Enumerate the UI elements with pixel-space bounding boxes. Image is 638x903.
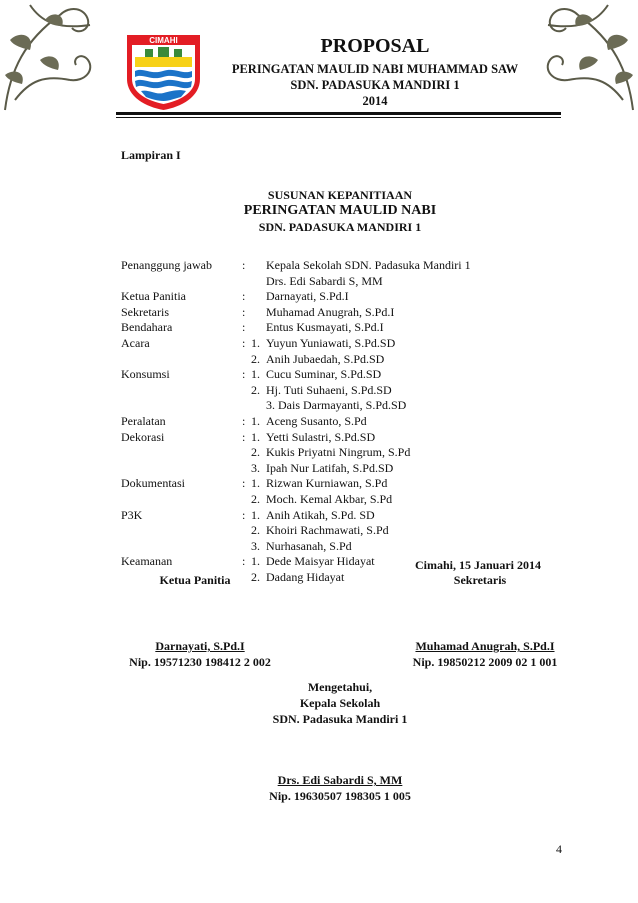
committee-colon: : [242, 320, 246, 335]
committee-colon: : [242, 429, 246, 444]
committee-number: 1. [251, 367, 260, 382]
section-title-3: SDN. PADASUKA MANDIRI 1 [258, 220, 422, 234]
committee-number: 2. [251, 570, 260, 584]
lampiran-label: Lampiran I [121, 148, 181, 162]
committee-colon: : [242, 258, 246, 272]
principal-name: Drs. Edi Sabardi S, MM [277, 773, 403, 787]
left-signatory-name: Darnayati, S.Pd.I [155, 639, 245, 653]
committee-number: 3. [251, 460, 260, 475]
committee-member: Nurhasanah, S.Pd [266, 538, 352, 553]
committee-number: 2. [251, 351, 260, 366]
committee-colon: : [242, 336, 246, 350]
committee-member: Darnayati, S.Pd.I [266, 289, 349, 304]
logo-text: CIMAHI [149, 36, 178, 45]
committee-number: 1. [251, 476, 260, 491]
committee-member: Aceng Susanto, S.Pd [266, 414, 367, 428]
committee-number: 3. [251, 538, 260, 553]
acknowledged-label: Mengetahui, [307, 680, 373, 694]
committee-member: 3. Dais Darmayanti, S.Pd.SD [266, 398, 407, 413]
committee-role: Penanggung jawab [121, 258, 212, 272]
left-signatory-nip: Nip. 19571230 198412 2 002 [129, 655, 271, 669]
committee-member: Muhamad Anugrah, S.Pd.I [266, 304, 395, 319]
committee-colon: : [242, 367, 246, 382]
committee-member: Hj. Tuti Suhaeni, S.Pd.SD [266, 382, 392, 397]
right-signatory-nip: Nip. 19850212 2009 02 1 001 [412, 655, 558, 669]
committee-member: Drs. Edi Sabardi S, MM [266, 273, 383, 288]
committee-colon: : [242, 289, 246, 304]
header-rule-thin [116, 117, 561, 118]
committee-number: 1. [251, 554, 260, 569]
committee-number: 2. [251, 492, 260, 506]
committee-role: Acara [121, 336, 150, 350]
committee-member: Kepala Sekolah SDN. Padasuka Mandiri 1 [266, 258, 471, 272]
committee-role: P3K [121, 507, 143, 522]
corner-ornament-left [0, 0, 105, 118]
committee-number: 2. [251, 523, 260, 538]
place-date: Cimahi, 15 Januari 2014 [415, 558, 542, 572]
committee-number: 1. [251, 507, 260, 522]
committee-member: Dadang Hidayat [266, 570, 345, 584]
committee-member: Anih Atikah, S.Pd. SD [266, 507, 375, 522]
committee-number: 2. [251, 382, 260, 397]
header-line-1: PERINGATAN MAULID NABI MUHAMMAD SAW [231, 62, 519, 76]
committee-number: 1. [251, 336, 260, 350]
committee-colon: : [242, 554, 246, 569]
committee-role: Bendahara [121, 320, 173, 335]
header-line-2: SDN. PADASUKA MANDIRI 1 [290, 78, 460, 92]
committee-number: 1. [251, 414, 260, 428]
committee-colon: : [242, 414, 246, 428]
committee-role: Dekorasi [121, 429, 165, 444]
committee-member: Khoiri Rachmawati, S.Pd [266, 523, 389, 538]
committee-member: Anih Jubaedah, S.Pd.SD [266, 351, 385, 366]
page-number: 4 [556, 842, 562, 856]
committee-member: Kukis Priyatni Ningrum, S.Pd [266, 445, 411, 460]
committee-member: Entus Kusmayati, S.Pd.I [266, 320, 384, 335]
principal-nip: Nip. 19630507 198305 1 005 [269, 789, 411, 803]
committee-role: Keamanan [121, 554, 173, 569]
committee-colon: : [242, 476, 246, 491]
header-line-3: 2014 [362, 94, 388, 108]
committee-member: Dede Maisyar Hidayat [266, 554, 375, 569]
committee-number: 2. [251, 445, 260, 460]
committee-role: Dokumentasi [121, 476, 185, 491]
committee-member: Ipah Nur Latifah, S.Pd.SD [266, 460, 394, 475]
committee-member: Yuyun Yuniawati, S.Pd.SD [266, 336, 396, 350]
committee-role: Konsumsi [121, 367, 170, 382]
right-signatory-name: Muhamad Anugrah, S.Pd.I [415, 639, 555, 653]
corner-ornament-right [533, 0, 638, 118]
school-name: SDN. Padasuka Mandiri 1 [272, 712, 408, 726]
section-title-1: SUSUNAN KEPANITIAAN [267, 188, 413, 202]
committee-role: Peralatan [121, 414, 166, 428]
committee-number: 1. [251, 429, 260, 444]
committee-colon: : [242, 507, 246, 522]
header-title: PROPOSAL [320, 35, 430, 57]
committee-role: Sekretaris [121, 304, 169, 319]
left-role: Ketua Panitia [159, 573, 231, 587]
committee-member: Cucu Suminar, S.Pd.SD [266, 367, 382, 382]
committee-member: Rizwan Kurniawan, S.Pd [266, 476, 388, 491]
principal-role: Kepala Sekolah [299, 696, 381, 710]
committee-member: Moch. Kemal Akbar, S.Pd [266, 492, 393, 506]
right-role: Sekretaris [453, 573, 507, 587]
committee-member: Yetti Sulastri, S.Pd.SD [266, 429, 376, 444]
committee-role: Ketua Panitia [121, 289, 186, 304]
cimahi-city-logo [121, 27, 206, 112]
section-title-2: PERINGATAN MAULID NABI [243, 203, 437, 218]
header-rule-thick [116, 112, 561, 115]
committee-colon: : [242, 304, 246, 319]
